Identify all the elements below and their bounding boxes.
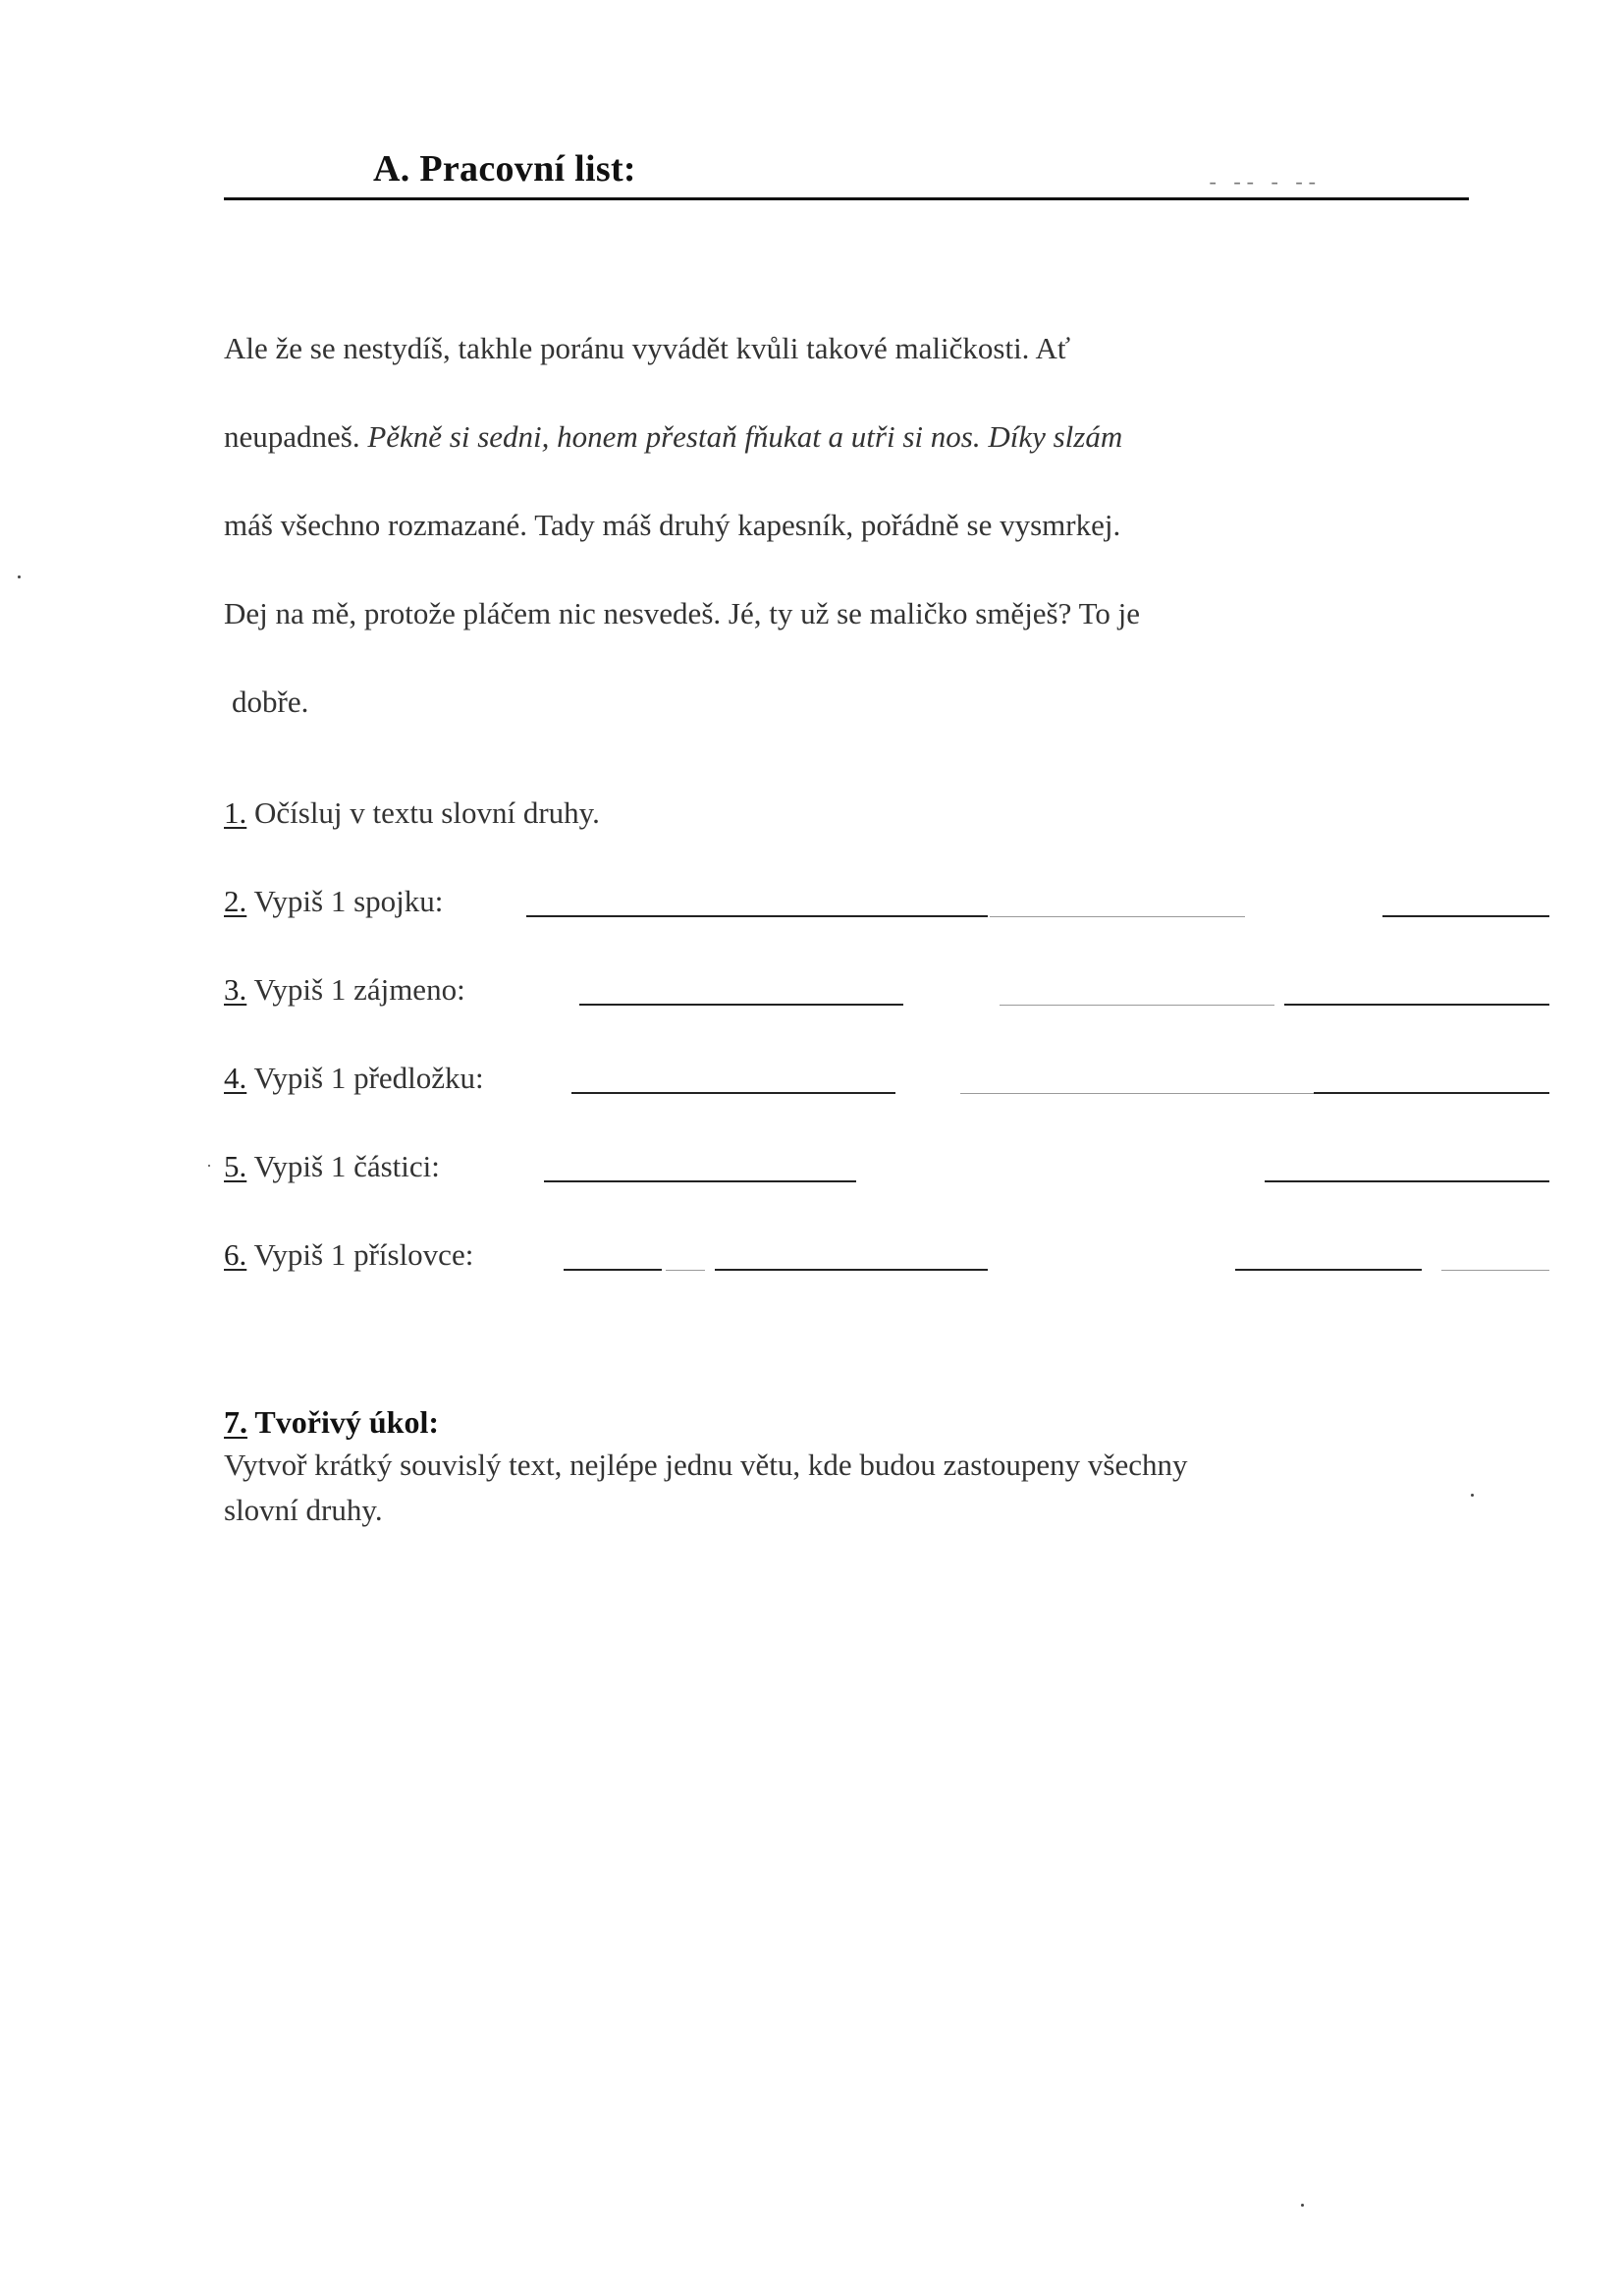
task-2-answer-line[interactable]: [526, 915, 988, 917]
task-4-answer-line-faint: [960, 1093, 1314, 1094]
task-4-label: [224, 1061, 484, 1096]
task-2-answer-line-faint: [990, 916, 1245, 917]
reading-passage: [224, 304, 1441, 746]
task-5-text: Vypiš 1 částici:: [246, 1149, 440, 1183]
page-title: A. Pracovní list:: [373, 148, 636, 190]
task-6-answer-line-gap: [666, 1270, 705, 1271]
task-4-text: Vypiš 1 předložku:: [246, 1061, 484, 1095]
scan-speck: [18, 575, 21, 578]
task-2: [224, 874, 1589, 933]
task-2-label: [224, 884, 443, 919]
task-4-answer-line[interactable]: [571, 1092, 895, 1094]
scan-speck: [1471, 1494, 1474, 1497]
task-1: [224, 786, 1589, 845]
scan-speck: [208, 1165, 210, 1167]
task-4: [224, 1051, 1589, 1110]
task-2-answer-line-end[interactable]: [1382, 915, 1549, 917]
task-4-number: 4.: [224, 1061, 247, 1095]
task-3-answer-line-faint: [1000, 1005, 1274, 1006]
task-4-answer-line-end[interactable]: [1314, 1092, 1549, 1094]
task-5-answer-line[interactable]: [544, 1180, 856, 1182]
task-6-answer-line-mid[interactable]: [715, 1269, 988, 1271]
passage-line-5: dobře.: [232, 684, 309, 719]
creative-task-heading: [224, 1404, 1500, 1441]
task-6-answer-line[interactable]: [564, 1269, 662, 1271]
passage-line-2-end: slzám: [1045, 419, 1123, 454]
task-1-number: 1.: [224, 795, 247, 830]
task-3: [224, 962, 1589, 1021]
creative-task-instructions: [224, 1443, 1500, 1533]
passage-line-2-start: neupadneš.: [224, 419, 368, 454]
creative-task-title: Tvořivý úkol:: [247, 1404, 439, 1440]
creative-task: [224, 1404, 1500, 1533]
task-3-label: [224, 972, 465, 1008]
task-1-text: Očísluj v textu slovní druhy.: [246, 795, 600, 830]
task-3-answer-line-end[interactable]: [1284, 1004, 1549, 1006]
task-6: [224, 1228, 1589, 1286]
task-6-number: 6.: [224, 1237, 247, 1272]
passage-line-2: [224, 393, 1441, 481]
passage-line-4: Dej na mě, protože pláčem nic nesvedeš. Jé, ty už se maličko směješ? To je: [224, 596, 1140, 630]
task-1-label: [224, 795, 600, 831]
scan-speck: [1301, 2204, 1304, 2207]
creative-task-number: 7.: [224, 1404, 247, 1440]
task-5-number: 5.: [224, 1149, 247, 1183]
task-6-answer-line-end: [1441, 1270, 1549, 1271]
creative-task-line-2: slovní druhy.: [224, 1493, 383, 1527]
title-stray-marks: - -- - --: [1209, 169, 1322, 193]
passage-line-3: máš všechno rozmazané. Tady máš druhý kapesník, pořádně se vysmrkej.: [224, 508, 1121, 542]
task-2-text: Vypiš 1 spojku:: [246, 884, 444, 918]
task-6-answer-line-right[interactable]: [1235, 1269, 1422, 1271]
passage-line-1: Ale že se nestydíš, takhle poránu vyvádět kvůli takové maličkosti. Ať: [224, 331, 1071, 365]
task-6-label: [224, 1237, 473, 1273]
task-3-number: 3.: [224, 972, 247, 1007]
task-6-text: Vypiš 1 příslovce:: [246, 1237, 474, 1272]
task-3-text: Vypiš 1 zájmeno:: [246, 972, 465, 1007]
task-5: [224, 1139, 1589, 1198]
worksheet-header: [224, 147, 1469, 200]
passage-line-2-italic: Pěkně si sedni, honem přestaň fňukat a utři si nos. Díky: [367, 419, 1046, 454]
task-3-answer-line[interactable]: [579, 1004, 903, 1006]
task-5-label: [224, 1149, 440, 1184]
task-5-answer-line-end[interactable]: [1265, 1180, 1549, 1182]
task-2-number: 2.: [224, 884, 247, 918]
creative-task-line-1: Vytvoř krátký souvislý text, nejlépe jednu větu, kde budou zastoupeny všechny: [224, 1448, 1188, 1482]
title-underline: [224, 197, 1469, 200]
